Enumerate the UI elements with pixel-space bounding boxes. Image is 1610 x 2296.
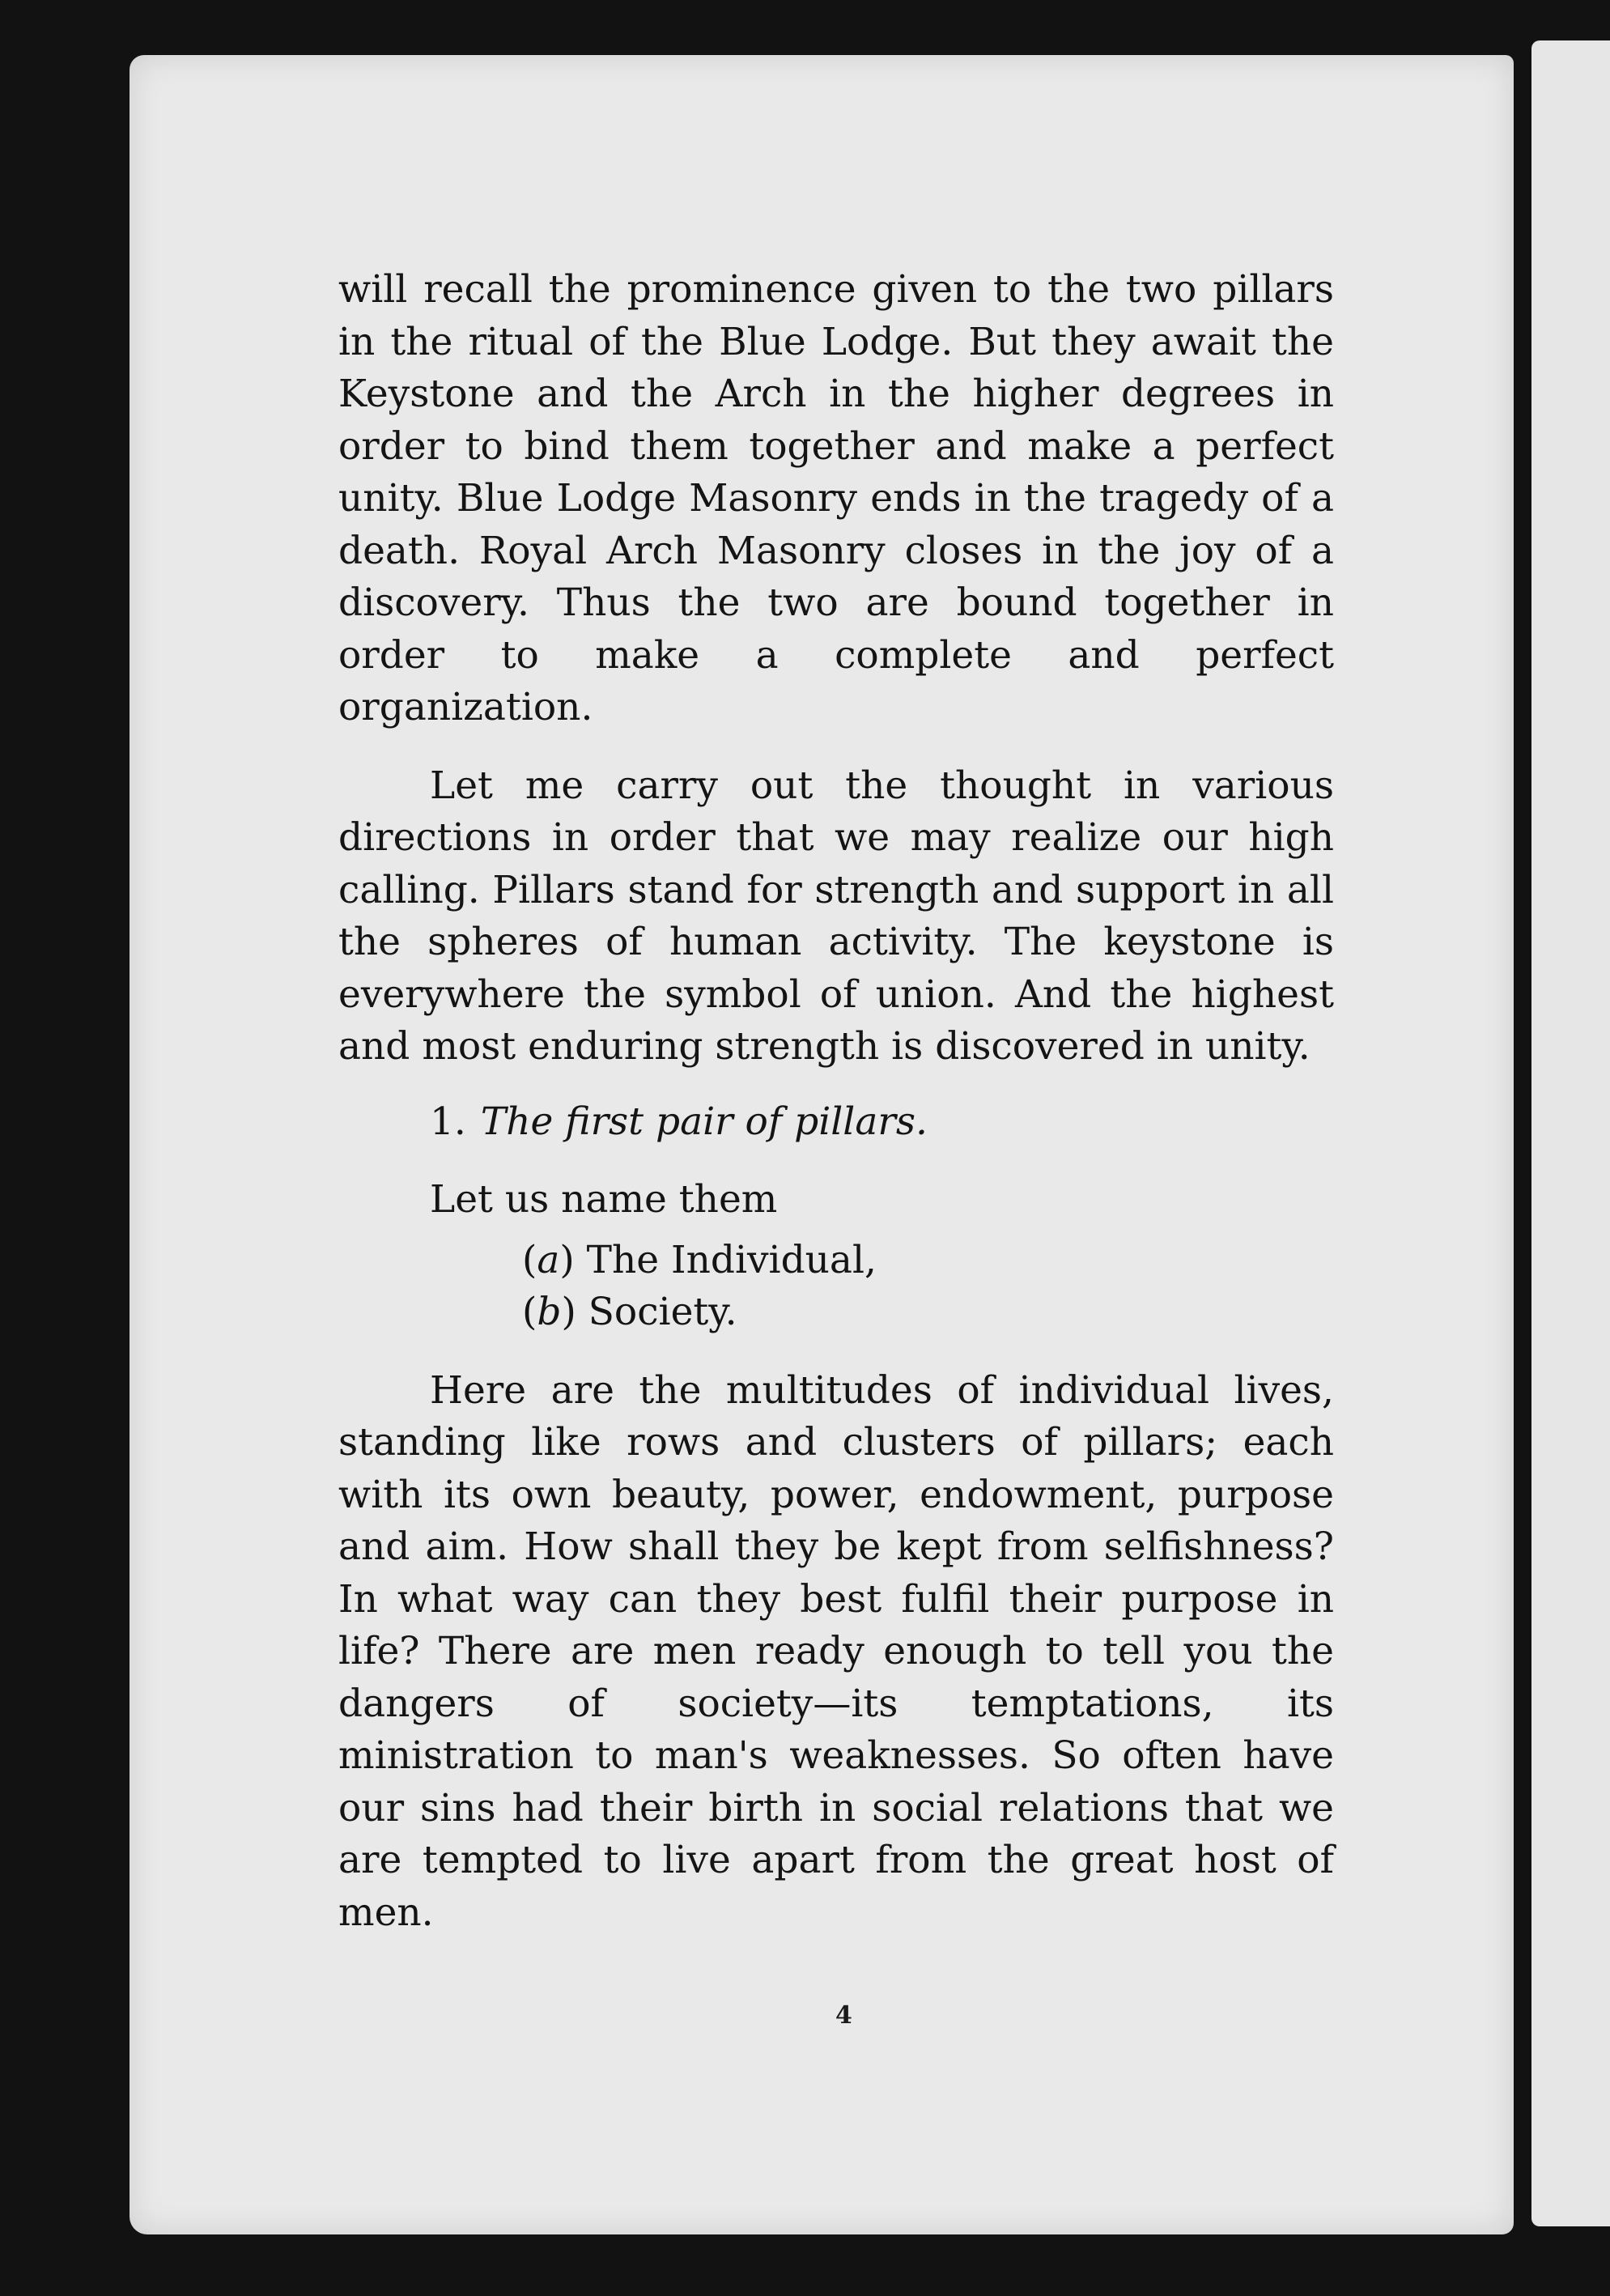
page-number: 4 — [835, 2001, 852, 2030]
list-marker: b — [537, 1290, 562, 1334]
paragraph-1: will recall the prominence given to the two pillars in the ritual of the Blue Lodge. But they await the Keystone and the Arch in the higher degrees in order to bind them together and make a perfect unity. Blue Lodge Masonry ends in the tragedy of a death. Royal Arch Masonry closes in the joy of a discovery. Thus the two are bound together in order to make a complete and perfect organization. — [338, 267, 1334, 729]
list-item: (a) The Individual, — [522, 1237, 877, 1282]
adjacent-page-edge — [1531, 40, 1610, 2226]
list-item-text: The Individual, — [586, 1237, 877, 1282]
section-title: The first pair of pillars. — [480, 1099, 928, 1144]
paragraph-2: Let me carry out the thought in various directions in order that we may realize our high calling. Pillars stand for strength and support in all the spheres of human activity. The keystone is everywhere the symbol of union. And the highest and most enduring strength is discovered in unity. — [338, 763, 1334, 1069]
list-marker: a — [537, 1237, 560, 1282]
section-number: 1. — [430, 1099, 466, 1144]
list-item-text: Society. — [588, 1290, 737, 1334]
list-item: (b) Society. — [522, 1290, 737, 1334]
pillar-list — [522, 1235, 1334, 1339]
section-heading — [430, 1096, 1334, 1149]
page-body — [338, 264, 1334, 1939]
list-intro: Let us name them — [430, 1177, 778, 1222]
paragraph-3: Here are the multitudes of individual lives, standing like rows and clusters of pillars; each with its own beauty, power, endowment, purpose and aim. How shall they be kept from selfishness? In what way can they best fulfil their purpose in life? There are men ready enough to tell you the dangers of society—its temptations, its ministration to man's weaknesses. So often have our sins had their birth in social relations that we are tempted to live apart from the great host of men. — [338, 1367, 1334, 1935]
